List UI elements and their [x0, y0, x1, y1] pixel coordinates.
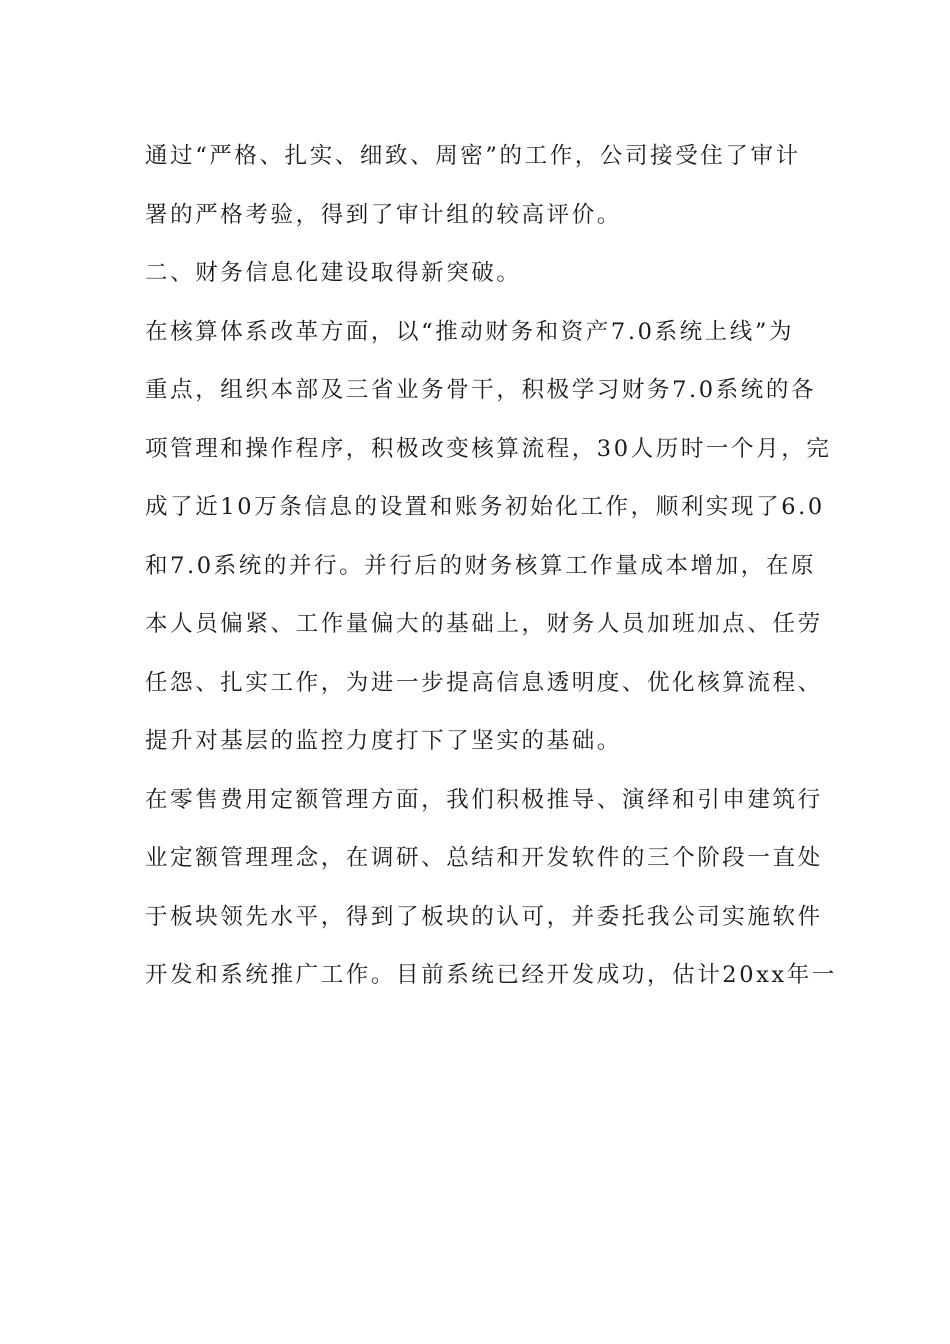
text-line-4: 在核算体系改革方面，以“推动财务和资产7.0系统上线”为	[145, 318, 795, 345]
text-line-10: 任怨、扎实工作，为进一步提高信息透明度、优化核算流程、	[145, 669, 823, 696]
body-text	[145, 127, 837, 1005]
text-line-6: 项管理和操作程序，积极改变核算流程，30人历时一个月，完	[145, 435, 832, 462]
text-line-9: 本人员偏紧、工作量偏大的基础上，财务人员加班加点、任劳	[145, 611, 823, 637]
section-heading: 二、财务信息化建设取得新突破。	[145, 260, 522, 286]
text-line-8: 和7.0系统的并行。并行后的财务核算工作量成本增加，在原	[145, 552, 817, 579]
text-line-12: 在零售费用定额管理方面，我们积极推导、演绎和引申建筑行	[145, 786, 823, 813]
text-line-11: 提升对基层的监控力度打下了坚实的基础。	[145, 728, 622, 754]
text-line-14: 于板块领先水平，得到了板块的认可，并委托我公司实施软件	[145, 903, 823, 930]
text-line-15: 开发和系统推广工作。目前系统已经开发成功，估计20xx年一	[145, 962, 837, 988]
text-line-5: 重点，组织本部及三省业务骨干，积极学习财务7.0系统的各	[145, 377, 817, 403]
text-line-7: 成了近10万条信息的设置和账务初始化工作，顺利实现了6.0	[145, 494, 825, 520]
text-line-2: 署的严格考验，得到了审计组的较高评价。	[145, 201, 622, 228]
text-line-1: 通过“严格、扎实、细致、周密”的工作，公司接受住了审计	[145, 143, 801, 169]
text-line-13: 业定额管理理念，在调研、总结和开发软件的三个阶段一直处	[145, 845, 823, 871]
